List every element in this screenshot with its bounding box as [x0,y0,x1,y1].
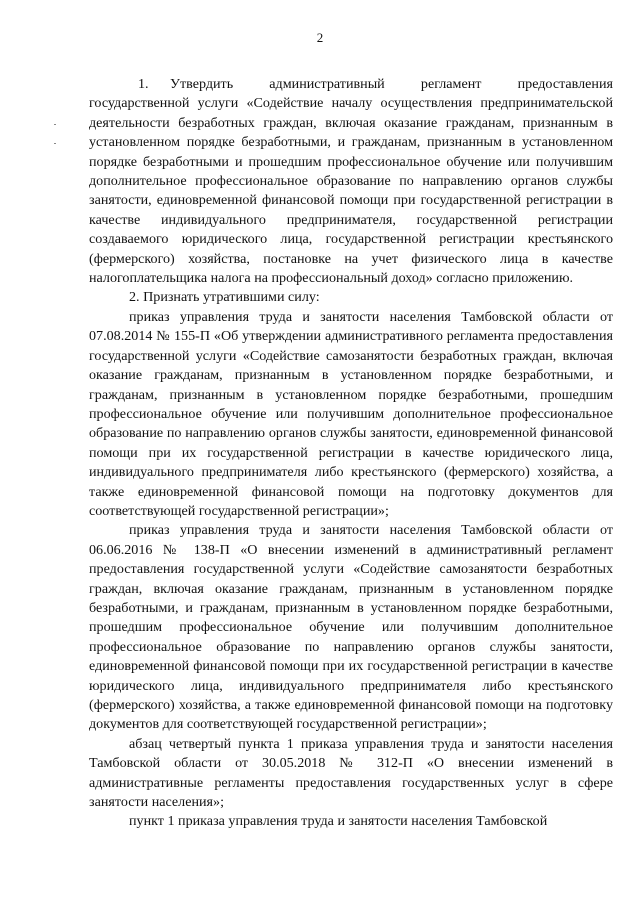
document-body [89,75,613,832]
item-number: 1. [138,76,149,92]
paragraph-order-2014: приказ управления труда и занятости населения Тамбовской области от 07.08.2014 № 155-П «Об утверждении административного регламента предоставления государственной услуги «Содействие самозанятости безработных граждан, включая оказание гражданам, признанным в установленном порядке безработными, и гражданам, признанным в установленном порядке безработными, прошедшим профессиональное обучение или получившим дополнительное профессиональное образование по направлению органов службы занятости, единовременной финансовой помощи при их государственной регистрации в качестве юридического лица, индивидуального предпринимателя либо крестьянского (фермерского) хозяйства, а также единовременной финансовой помощи на подготовку документов для соответствующей государственной регистрации»; [89,308,613,519]
paragraph-order-2016: приказ управления труда и занятости населения Тамбовской области от 06.06.2016 № 138-П «О внесении изменений в административный регламент предоставления государственной услуги «Содействие самозанятости безработных граждан, включая оказание гражданам, признанным в установленном порядке безработными, и гражданам, признанным в установленном порядке безработными, прошедшим профессиональное обучение или получившим дополнительное профессиональное образование по направлению органов службы занятости, единовременной финансовой помощи при их государственной регистрации в качестве юридического лица, индивидуального предпринимателя либо крестьянского (фермерского) хозяйства, а также единовременной финансовой помощи на подготовку документов для соответствующей государственной регистрации»; [89,522,613,733]
margin-mark [54,124,56,125]
page-number: 2 [316,30,324,45]
paragraph-text: Утвердить административный регламент предоставления государственной услуги «Содействие началу осуществления предпринимательской деятельности безработных граждан, включая оказание гражданам, признанным в установленном порядке безработными, и гражданам, признанным в установленном порядке безработными и прошедшим профессиональное обучение или получившим дополнительное профессиональное образование по направлению органов службы занятости, единовременной финансовой помощи при государственной регистрации в качестве индивидуального предпринимателя, государственной регистрации создаваемого юридического лица, государственной регистрации крестьянского (фермерского) хозяйства, постановке на учет физического лица в качестве налогоплательщика налога на профессиональный доход» согласно приложению. [89,76,613,287]
margin-mark [54,143,56,144]
paragraph-item-2: 2. Признать утратившими силу: [129,289,320,306]
paragraph-order-2018: абзац четвертый пункта 1 приказа управления труда и занятости населения Тамбовской области от 30.05.2018 № 312-П «О внесении изменений в административные регламенты предоставления государственных услуг в сфере занятости населения»; [89,735,613,811]
paragraph-item-1 [89,75,613,288]
paragraph-order-continued: пункт 1 приказа управления труда и занятости населения Тамбовской [129,813,548,830]
